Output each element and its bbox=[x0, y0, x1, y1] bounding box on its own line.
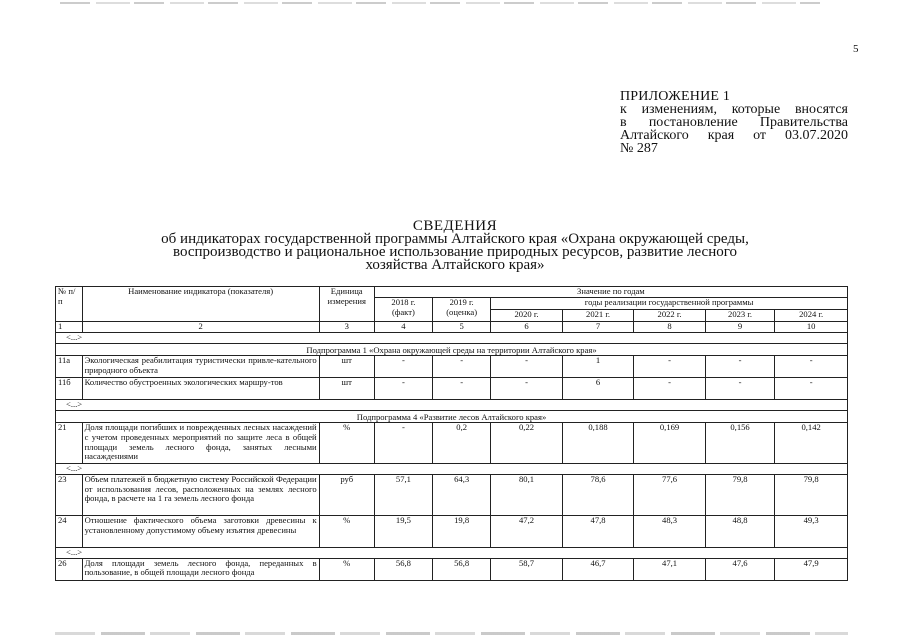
col-number: 3 bbox=[319, 322, 374, 333]
appendix-title: ПРИЛОЖЕНИЕ 1 bbox=[620, 89, 731, 104]
header-year: 2024 г. bbox=[775, 310, 848, 322]
header-year: 2020 г. bbox=[491, 310, 563, 322]
subprogram-4-row: Подпрограмма 4 «Развитие лесов Алтайского края» bbox=[56, 410, 848, 423]
heading-line: об индикаторах государственной программы Алтайского края «Охрана окружающей среды, bbox=[161, 231, 749, 247]
indicators-table bbox=[55, 286, 848, 581]
table-row: 21 Доля площади погибших и поврежденных лесных насаждений с учетом проведенных мероприятий по защите леса в общей площади земель лесного фонда, занятых лесными насаждениями % - 0,2 0,22 0,188 0,169 0,156 0,142 bbox=[56, 423, 848, 464]
ellipsis-row: <...> bbox=[56, 333, 848, 344]
heading-title: СВЕДЕНИЯ bbox=[412, 218, 498, 234]
col-number: 5 bbox=[433, 322, 491, 333]
heading-line: хозяйства Алтайского края» bbox=[365, 257, 545, 273]
header-year: 2023 г. bbox=[705, 310, 774, 322]
col-number: 4 bbox=[374, 322, 432, 333]
appendix-block bbox=[620, 90, 848, 155]
appendix-line: Алтайского края от 03.07.2020 bbox=[620, 128, 848, 143]
ellipsis-row: <...> bbox=[56, 464, 848, 475]
ellipsis-row: <...> bbox=[56, 547, 848, 558]
header-values: Значение по годам bbox=[374, 287, 847, 298]
appendix-line: № 287 bbox=[620, 141, 658, 156]
header-2018: 2018 г. (факт) bbox=[374, 298, 432, 322]
scan-artifact-bottom bbox=[55, 632, 848, 635]
col-number: 10 bbox=[775, 322, 848, 333]
header-name: Наименование индикатора (показателя) bbox=[82, 287, 319, 322]
table-row: 11а Экологическая реабилитация туристически привле-кательного природного объекта шт - - - 1 - - - bbox=[56, 356, 848, 378]
page-number: 5 bbox=[853, 43, 859, 55]
heading-line: воспроизводство и рациональное использование природных ресурсов, развитие лесного bbox=[172, 244, 738, 260]
scan-artifact-top bbox=[60, 2, 820, 4]
appendix-line: в постановление Правительства bbox=[620, 115, 848, 130]
col-number: 6 bbox=[491, 322, 563, 333]
col-number: 8 bbox=[634, 322, 706, 333]
table-row: 26 Доля площади земель лесного фонда, переданных в пользование, в общей площади лесного фонда % 56,8 56,8 58,7 46,7 47,1 47,6 47,9 bbox=[56, 558, 848, 580]
appendix-line: к изменениям, которые вносятся bbox=[620, 102, 848, 117]
document-heading bbox=[150, 220, 760, 272]
col-number: 9 bbox=[705, 322, 774, 333]
header-2019: 2019 г. (оценка) bbox=[433, 298, 491, 322]
header-year: 2022 г. bbox=[634, 310, 706, 322]
header-num: № п/п bbox=[56, 287, 83, 322]
col-number: 1 bbox=[56, 322, 83, 333]
header-unit: Единица измерения bbox=[319, 287, 374, 322]
table-row: 24 Отношение фактического объема заготовки древесины к установленному допустимому объему изъятия древесины % 19,5 19,8 47,2 47,8 48,3 48,8 49,3 bbox=[56, 515, 848, 547]
col-number: 7 bbox=[562, 322, 634, 333]
table-row: 11б Количество обустроенных экологических маршру-тов шт - - - 6 - - - bbox=[56, 378, 848, 400]
subprogram-1-row: Подпрограмма 1 «Охрана окружающей среды на территории Алтайского края» bbox=[56, 343, 848, 356]
ellipsis-row: <...> bbox=[56, 400, 848, 411]
table-row: 23 Объем платежей в бюджетную систему Российской Федерации от использования лесов, расположенных на землях лесного фонда, в расчете на 1 га земель лесного фонда руб 57,1 64,3 80,1 78,6 77,6 79,8 79,8 bbox=[56, 474, 848, 515]
header-year: 2021 г. bbox=[562, 310, 634, 322]
col-number: 2 bbox=[82, 322, 319, 333]
header-program-years: годы реализации государственной программы bbox=[491, 298, 848, 310]
column-numbers-row bbox=[56, 322, 848, 333]
